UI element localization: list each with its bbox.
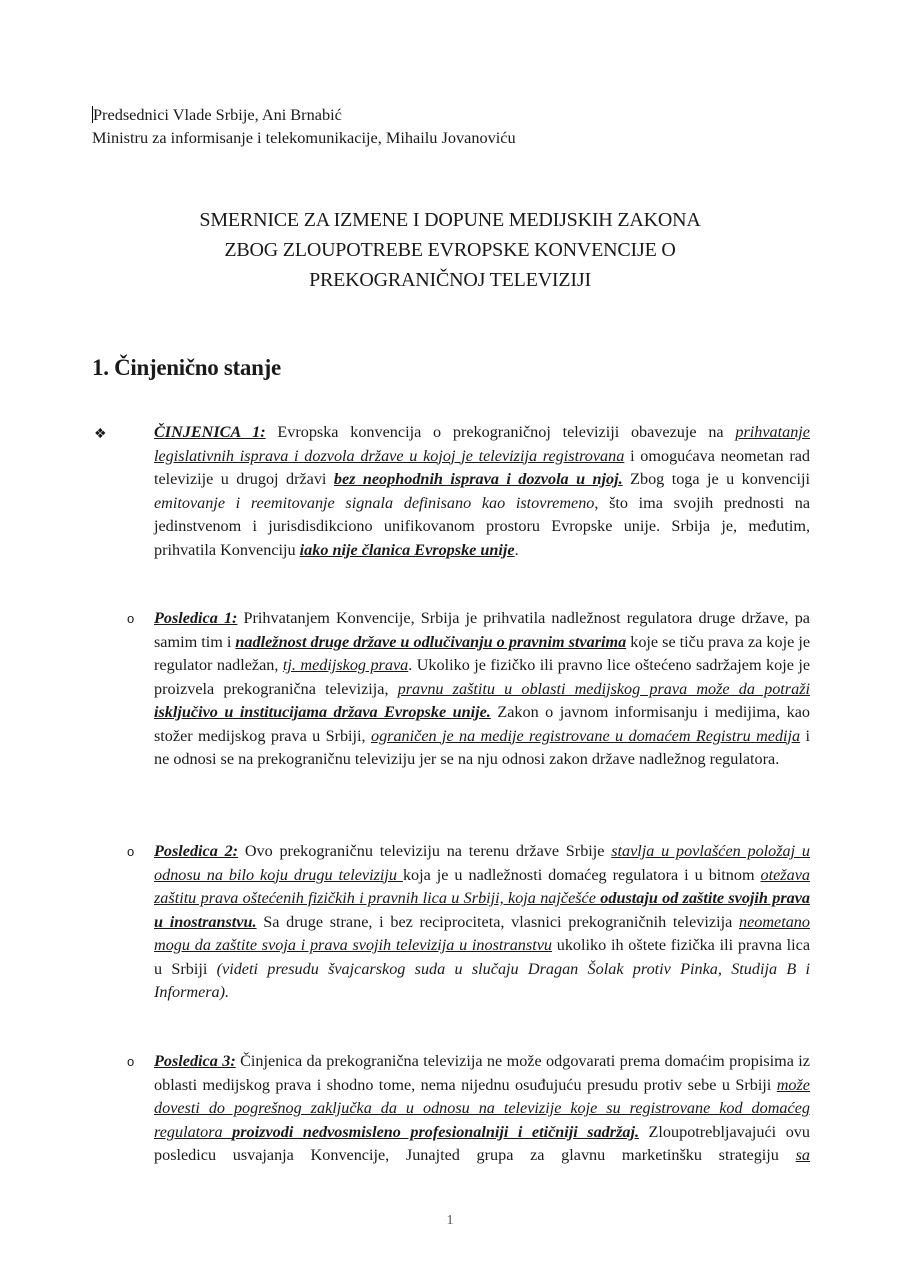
- text-run: Sa druge strane, i bez reciprociteta, vlasnici prekograničnih televizija: [256, 912, 739, 931]
- section-heading: 1. Činjenično stanje: [92, 355, 281, 380]
- text-run: Zakon o javnom informisanju i medijima, kao stožer medijskog prava u Srbiji,: [154, 703, 811, 745]
- addressee-line-prime-minister: [92, 103, 516, 126]
- page-number: 1: [446, 1213, 454, 1228]
- text-run: nadležnost druge države u odlučivanju o pravnim stvarima: [235, 632, 627, 651]
- title-line-2: ZBOG ZLOUPOTREBE EVROPSKE KONVENCIJE O: [224, 239, 676, 261]
- text-run: pravnu zaštitu u oblasti medijskog prava može da potraži: [397, 679, 810, 698]
- text-run: proizvodi nedvosmisleno profesionalniji i etičniji sadržaj.: [232, 1122, 640, 1141]
- text-run: i omogućava neometan rad televizije u drugoj državi: [154, 446, 810, 488]
- text-run: ograničen je na medije registrovane u domaćem Registru medija: [370, 726, 801, 745]
- addressee-block: [92, 103, 516, 149]
- text-run: . Ukoliko je fizičko ili pravno lice oštećeno sadržajem koje je proizvela prekogranična televizija,: [154, 656, 810, 698]
- text-run: Posledica 1:: [154, 609, 238, 627]
- addressee-line-minister: Ministru za informisanje i telekomunikacije, Mihailu Jovanoviću: [92, 128, 516, 147]
- text-run: iako nije članica Evropske unije: [299, 540, 515, 559]
- text-run: Posledica 2:: [154, 842, 239, 860]
- text-run: .: [514, 540, 519, 559]
- text-run: emitovanje i reemitovanje signala definisano kao istovremeno: [154, 493, 595, 512]
- text-run: i ne odnosi se na prekograničnu televiziju jer se na nju odnosi zakon države nadležnog regulatora.: [154, 726, 811, 768]
- title-line-1: SMERNICE ZA IZMENE I DOPUNE MEDIJSKIH ZAKONA: [199, 209, 701, 231]
- text-run: , što ima svojih prednosti na jedinstvenom i jurisdisdikciono unifikovanom prostoru Evropske unije. Srbija je, međutim, prihvatila Konvenciju: [154, 493, 811, 559]
- fact-1-paragraph: [154, 421, 810, 562]
- text-run: prihvatanje legislativnih isprava i dozvola države u kojoj je televizija registrovana: [154, 423, 810, 465]
- text-run: ČINJENICA 1:: [154, 423, 266, 441]
- text-run: isključivo u institucijama država Evropske unije.: [154, 703, 491, 721]
- text-run: Ovo prekograničnu televiziju na terenu države Srbije: [238, 842, 612, 860]
- text-run: koja je u nadležnosti domaćeg regulatora i u bitnom: [402, 865, 761, 884]
- diamond-bullet-icon: ❖: [94, 427, 107, 442]
- text-run: Zbog toga je u konvenciji: [622, 470, 810, 488]
- text-run: ukoliko ih oštete fizička ili pravna lica u Srbiji: [154, 936, 810, 978]
- consequence-3-paragraph: [154, 1050, 810, 1168]
- consequence-1-paragraph: [154, 607, 810, 772]
- circle-bullet-icon: o: [127, 611, 135, 626]
- text-run: otežava zaštitu prava oštećenih fizičkih i pravnih lica u Srbiji, koja najčešće: [154, 865, 810, 907]
- document-title: [90, 205, 810, 295]
- consequence-2-paragraph: [154, 840, 810, 1005]
- text-run: sa: [795, 1146, 810, 1164]
- text-run: Prihvatanjem Konvencije, Srbija je prihvatila nadležnost regulatora druge države, pa samim tim i: [154, 609, 810, 651]
- text-run: odustaju od zaštite svojih prava u inostranstvu.: [154, 889, 810, 931]
- circle-bullet-icon: o: [127, 844, 135, 859]
- text-run: Posledica 3:: [154, 1052, 236, 1070]
- text-run: bez neophodnih isprava i dozvola u njoj.: [333, 470, 623, 488]
- circle-bullet-icon: o: [127, 1054, 135, 1069]
- text-run: može dovesti do pogrešnog zaključka da u odnosu na televizije koje su registrovane kod domaćeg regulatora: [154, 1075, 810, 1141]
- text-run: stavlja u povlašćen položaj u odnosu na bilo koju drugu televiziju: [154, 842, 810, 884]
- text-run: tj. medijskog prava: [282, 656, 409, 674]
- text-run: Zloupotrebljavajući ovu posledicu usvajanja Konvencije, Junajted grupa za glavnu marketinšku strategiju: [154, 1122, 810, 1164]
- addressee-prime-minister-text: Predsednici Vlade Srbije, Ani Brnabić: [93, 105, 342, 124]
- text-run: neometano mogu da zaštite svoja i prava svojih televizija u inostranstvu: [154, 912, 810, 954]
- text-run: Činjenica da prekogranična televizija ne može odgovarati prema domaćim propisima iz oblasti medijskog prava i shodno tome, nema nijednu osuđujuću presudu protiv sebe u Srbiji: [154, 1052, 810, 1094]
- title-line-3: PREKOGRANIČNOJ TELEVIZIJI: [309, 269, 591, 291]
- text-run: Evropska konvencija o prekograničnoj televiziji obavezuje na: [265, 423, 736, 441]
- text-run: (videti presudu švajcarskog suda u slučaju Dragan Šolak protiv Pinka, Studija B i Informera).: [154, 959, 810, 1001]
- text-run: koje se tiču prava za koje je regulator nadležan,: [154, 632, 811, 674]
